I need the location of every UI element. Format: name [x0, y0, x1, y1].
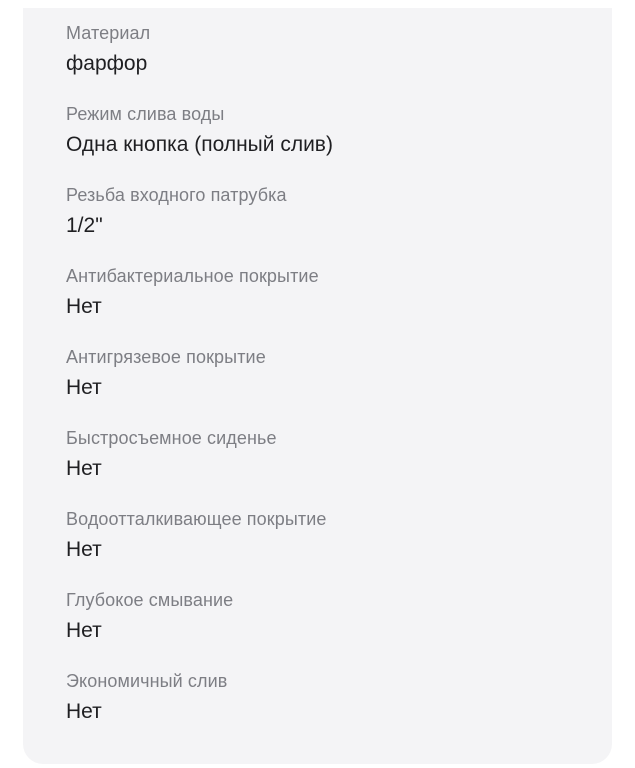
spec-value: 1/2" [66, 214, 103, 237]
spec-value: Нет [66, 538, 102, 561]
spec-label: Режим слива воды [66, 104, 225, 124]
spec-label: Быстросъемное сиденье [66, 428, 277, 448]
spec-label: Глубокое смывание [66, 590, 234, 610]
spec-value: Нет [66, 700, 102, 723]
spec-item-deep-flush [66, 589, 612, 670]
spec-item-flush-mode [66, 103, 612, 184]
spec-value: Нет [66, 376, 102, 399]
spec-label: Водоотталкивающее покрытие [66, 509, 327, 529]
spec-value: фарфор [66, 52, 148, 75]
spec-item-anti-dirt-coating [66, 346, 612, 427]
spec-item-inlet-thread [66, 184, 612, 265]
spec-value: Нет [66, 619, 102, 642]
spec-label: Экономичный слив [66, 671, 228, 691]
spec-label: Резьба входного патрубка [66, 185, 287, 205]
specifications-card [23, 8, 612, 764]
spec-label: Антибактериальное покрытие [66, 266, 319, 286]
spec-label: Антигрязевое покрытие [66, 347, 266, 367]
spec-value: Нет [66, 457, 102, 480]
spec-item-material [66, 22, 612, 103]
spec-value: Одна кнопка (полный слив) [66, 133, 333, 156]
specifications-list [23, 22, 612, 751]
spec-item-antibacterial-coating [66, 265, 612, 346]
spec-value: Нет [66, 295, 102, 318]
spec-item-water-repellent-coating [66, 508, 612, 589]
spec-item-economy-flush [66, 670, 612, 751]
spec-item-quick-release-seat [66, 427, 612, 508]
spec-label: Материал [66, 23, 151, 43]
